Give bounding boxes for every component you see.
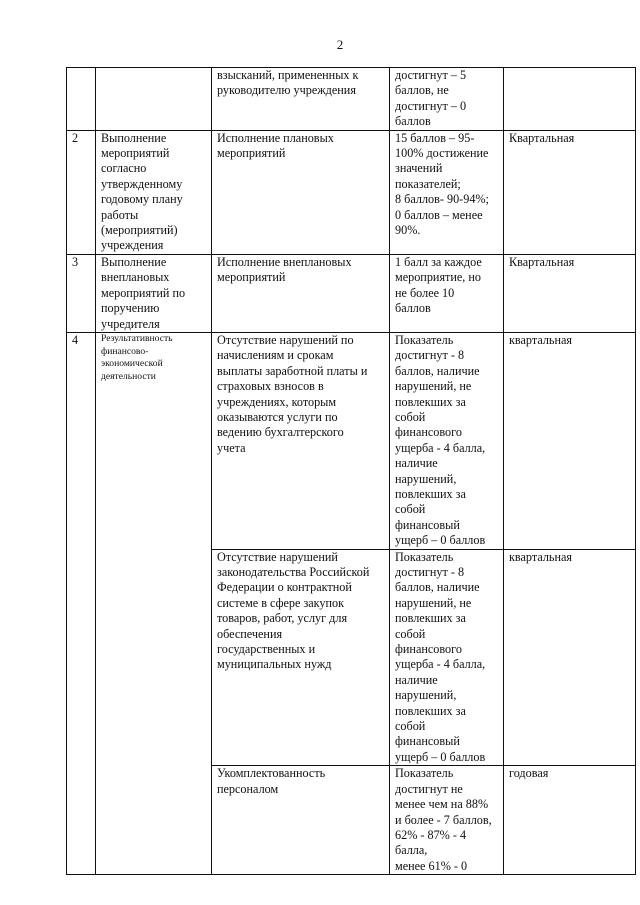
period-cell: [504, 68, 636, 131]
page-number: 2: [336, 37, 344, 52]
period-cell: Квартальная: [504, 254, 636, 332]
table-row: [67, 68, 636, 131]
indicator-cell: Укомплектованность персоналом: [212, 766, 390, 875]
score-cell: Показатель достигнут - 8 баллов, наличие нарушений, не повлекших за собой финансового ущерба - 4 балла, наличие нарушений, повлекших за собой финансовый ущерб – 0 баллов: [390, 332, 504, 549]
score-cell: 1 балл за каждое мероприятие, но не более 10 баллов: [390, 254, 504, 332]
period-cell: квартальная: [504, 549, 636, 766]
score-cell: Показатель достигнут не менее чем на 88% и более - 7 баллов, 62% - 87% - 4 балла, менее 61% - 0: [390, 766, 504, 875]
period-cell: квартальная: [504, 332, 636, 549]
score-cell: 15 баллов – 95- 100% достижение значений показателей; 8 баллов- 90-94%; 0 баллов – менее 90%.: [390, 130, 504, 254]
indicator-cell: Исполнение плановых мероприятий: [212, 130, 390, 254]
indicator-cell: Отсутствие нарушений законодательства Российской Федерации о контрактной системе в сфере закупок товаров, работ, услуг для обеспечения государственных и муниципальных нужд: [212, 549, 390, 766]
table-row: [67, 332, 636, 549]
period-cell: Квартальная: [504, 130, 636, 254]
score-cell: достигнут – 5 баллов, не достигнут – 0 баллов: [390, 68, 504, 131]
criterion-cell: Выполнение внеплановых мероприятий по поручению учредителя: [96, 254, 212, 332]
row-number-cell: 2: [67, 130, 96, 254]
criterion-cell: Выполнение мероприятий согласно утвержденному годовому плану работы (мероприятий) учреждения: [96, 130, 212, 254]
period-cell: годовая: [504, 766, 636, 875]
score-cell: Показатель достигнут - 8 баллов, наличие нарушений, не повлекших за собой финансового ущерба - 4 балла, наличие нарушений, повлекших за собой финансовый ущерб – 0 баллов: [390, 549, 504, 766]
indicator-cell: взысканий, примененных к руководителю учреждения: [212, 68, 390, 131]
row-number-cell: 3: [67, 254, 96, 332]
criterion-cell: Результативность финансово- экономической деятельности: [96, 332, 212, 874]
row-number-cell: 4: [67, 332, 96, 874]
criterion-cell: [96, 68, 212, 131]
table-row: [67, 130, 636, 254]
criteria-table: [66, 67, 636, 875]
indicator-cell: Отсутствие нарушений по начислениям и срокам выплаты заработной платы и страховых взносов в учреждениях, которым оказываются услуги по ведению бухгалтерского учета: [212, 332, 390, 549]
row-number-cell: [67, 68, 96, 131]
table-row: [67, 254, 636, 332]
indicator-cell: Исполнение внеплановых мероприятий: [212, 254, 390, 332]
